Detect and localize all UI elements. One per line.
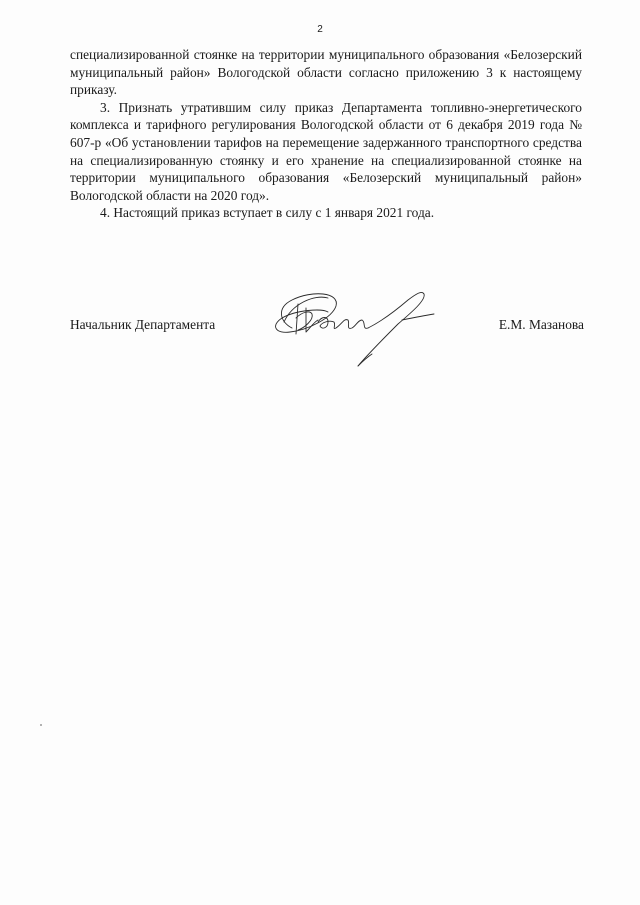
signatory-position: Начальник Департамента <box>70 317 216 332</box>
paragraph-item-4: 4. Настоящий приказ вступает в силу с 1 января 2021 года. <box>100 205 435 221</box>
document-body <box>70 46 582 222</box>
paragraph-continuation: специализированной стоянке на территории муниципального образования «Белозерский муниципальный район» Вологодской области согласно приложению 3 к настоящему приказу. <box>70 47 582 98</box>
scan-speck <box>40 724 42 726</box>
signatory-name: Е.М. Мазанова <box>498 317 584 332</box>
page-number: 2 <box>317 24 323 35</box>
paragraph-item-3: 3. Признать утратившим силу приказ Департамента топливно-энергетического комплекса и тарифного регулирования Вологодской области от 6 декабря 2019 года № 607-р «Об установлении тарифов на перемещение задержанного транспортного средства на специализированную стоянку и его хранение на специализированной стоянке на территории муниципального образования «Белозерский муниципальный район» Вологодской области на 2020 год». <box>70 99 582 203</box>
handwritten-signature <box>262 282 442 372</box>
